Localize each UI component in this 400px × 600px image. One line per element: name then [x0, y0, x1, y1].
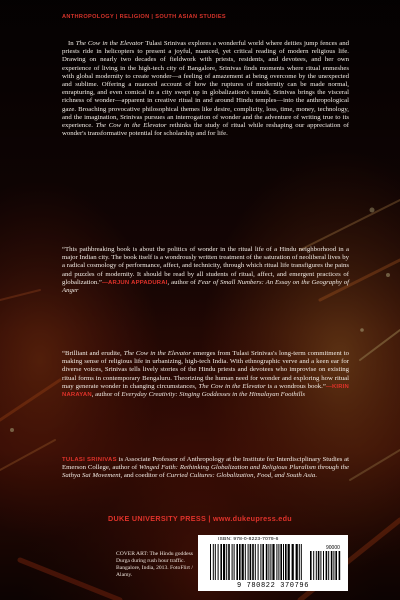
endorser-sep: , author of: [91, 391, 122, 399]
endorser-sep: , author of: [167, 278, 198, 286]
description-text: rethinks the study of ritual while reshaping our appreciation of wonder's transformative potential for scholarship and for life.: [62, 122, 349, 138]
author-name: TULASI SRINIVAS: [62, 457, 117, 463]
endorsement-text: “This pathbreaking book is about the politics of wonder in the ritual life of a Hindu neighborhood in a major Indian city. The book itself is a wondrously written treatment of the saturation of neoliberal lives by a radical cosmology of performance, affect, and technicity, through which ritual life transfigures the pains and puzzles of modernity. It should be read by all students of ritual, affect, and emergent practices of globalization.”: [62, 246, 349, 286]
book-title-italic: The Cow in the Elevator: [198, 382, 266, 390]
description-text: In: [68, 40, 76, 47]
cover-art-credit: COVER ART: The Hindu goddess Durga during rush hour traffic. Bangalore, India, 2013. FotoFlirt / Alamy.: [116, 551, 193, 579]
endorsement-text: is a wondrous book.”: [265, 382, 326, 390]
publisher-line: DUKE UNIVERSITY PRESS | www.dukeupress.edu: [108, 514, 292, 523]
subject-categories: ANTHROPOLOGY | RELIGION | SOUTH ASIAN STUDIES: [62, 14, 227, 20]
book-title-italic: The Cow in the Elevator: [75, 40, 144, 47]
author-bio: [62, 456, 349, 481]
bio-text: is Associate Professor of Anthropology at the Institute for Interdisciplinary Studies at Emerson College, author of: [62, 456, 350, 472]
bio-book-title: Curried Cultures: Globalization, Food, and South Asia: [166, 472, 316, 480]
barcode-number: 9 780822 370796: [236, 582, 309, 590]
book-title-italic: The Cow in the Elevator: [123, 350, 191, 357]
endorsement-text: “Brilliant and erudite,: [62, 350, 124, 357]
endorser-work: Everyday Creativity: Singing Goddesses in the Himalayan Foothills: [121, 391, 306, 399]
endorser-name: KIRIN NARAYAN: [62, 383, 350, 399]
endorsement-text: emerges from Tulasi Srinivas's long-term commitment to making sense of religious life in urbanizing, high-tech India. With ethnographic verve and a keen ear for diverse voices, Srinivas tells lively stories of the Hindu priests and devotees who improvise on existing ritual forms in contemporary Bengaluru. Theorizing the human need for wonder and exploring how ritual may generate wonder in changing circumstances,: [62, 350, 349, 390]
book-title-italic: The Cow in the Elevator: [95, 122, 167, 130]
description-text: Tulasi Srinivas explores a wonderful world where deities jump fences and priests ride in helicopters to present a joyful, nuanced, yet critical reading of modern religious life. Drawing on nearly two decades of fieldwork with priests, residents, and devotees, and her own experience of living in the high-tech city of Bangalore, Srinivas finds moments where ritual enmeshes with global modernity to create wonder—a feeling of amazement at being overcome by the unexpected and sublime. Offering a nuanced account of how the ruptures of modernity can be made normal, enrapturing, and even comical in a city swept up in globalization's tumult, Srinivas brings the visceral richness of wonder—apparent in creative ritual in and around Hindu temples—into the anthropological gaze. Broaching provocative philosophical themes like desire, complicity, loss, time, money, technology, and the imagination, Srinivas pursues an interrogation of wonder and the adventure of writing true to its experience.: [62, 40, 350, 130]
isbn-barcode: [198, 535, 348, 591]
book-description: [62, 40, 349, 138]
endorser-work: Fear of Small Numbers: An Essay on the Geography of Anger: [62, 278, 349, 295]
isbn-label: ISBN: 978-0-8223-7079-6: [218, 537, 279, 542]
bio-book-title: Winged Faith: Rethinking Globalization and Religious Pluralism through the Sathya Sai Movement: [62, 464, 349, 480]
endorsement-narayan: [62, 350, 349, 399]
endorser-name: ARJUN APPADURAI: [108, 279, 168, 286]
endorsement-dash: —: [325, 383, 332, 390]
bio-text: .: [315, 472, 317, 480]
endorsement-appadurai: [62, 246, 349, 295]
bio-text: , and coeditor of: [120, 472, 167, 480]
endorsement-dash: —: [101, 279, 109, 286]
barcode-addon-code: 90000: [326, 545, 340, 551]
